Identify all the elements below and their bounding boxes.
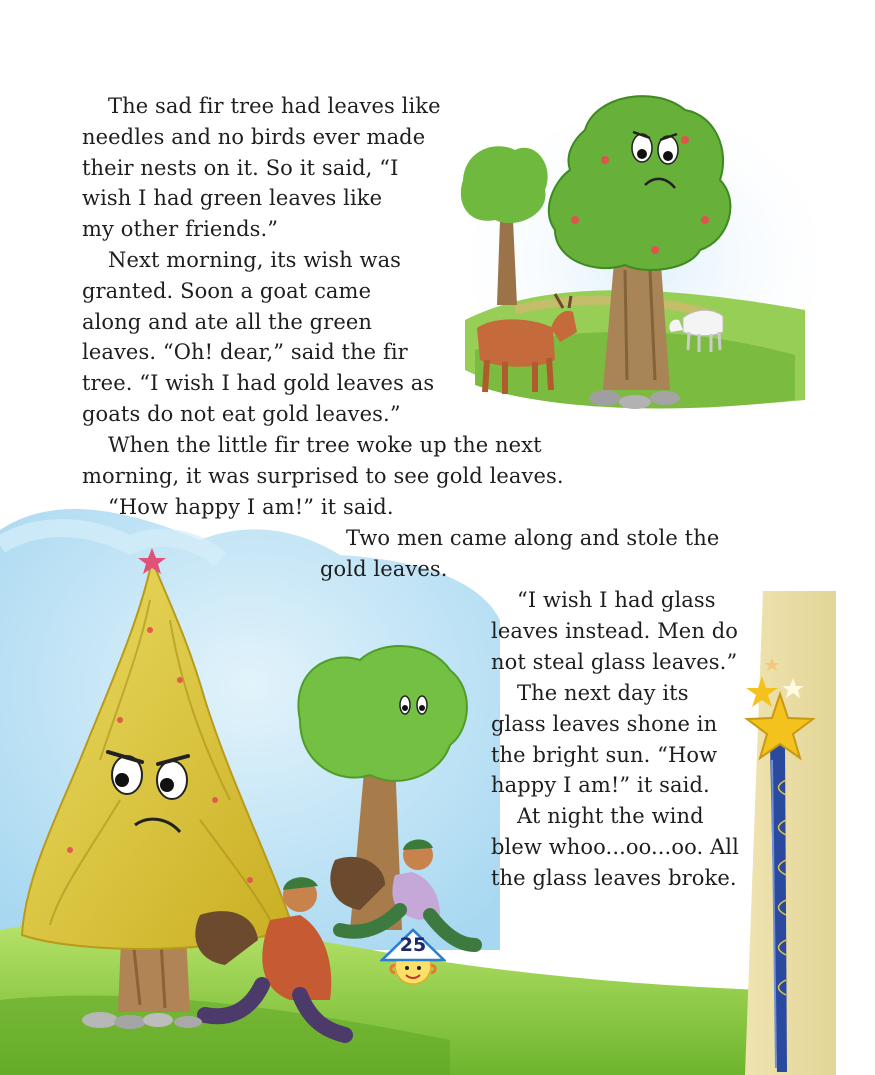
paragraph-2: Next morning, its wish was granted. Soon a goat came along and ate all the green leaves. “Oh! dear,” said the fir tree. “I wish I had gold leaves as goats do not eat gold leaves.” [82,248,435,426]
paragraph-1: The sad fir tree had leaves like needles and no birds ever made their nests on it. So it said, “I wish I had green leaves like my other friends.” [82,94,441,242]
paragraph-3: When the little fir tree woke up the next morning, it was surprised to see gold leaves. [82,433,564,488]
top-illustration [455,70,815,430]
paragraph-7: The next day its glass leaves shone in the bright sun. “How happy I am!” it said. [491,681,718,798]
paragraph-8: At night the wind blew whoo...oo...oo. All the glass leaves broke. [491,804,739,890]
paragraph-4: “How happy I am!” it said. [108,495,394,519]
paragraph-5: Two men came along and stole the gold leaves. [320,526,720,581]
paragraph-6: “I wish I had glass leaves instead. Men do not steal glass leaves.” [491,588,739,674]
page-number: 25 [399,934,427,956]
page-number-badge [380,928,446,988]
